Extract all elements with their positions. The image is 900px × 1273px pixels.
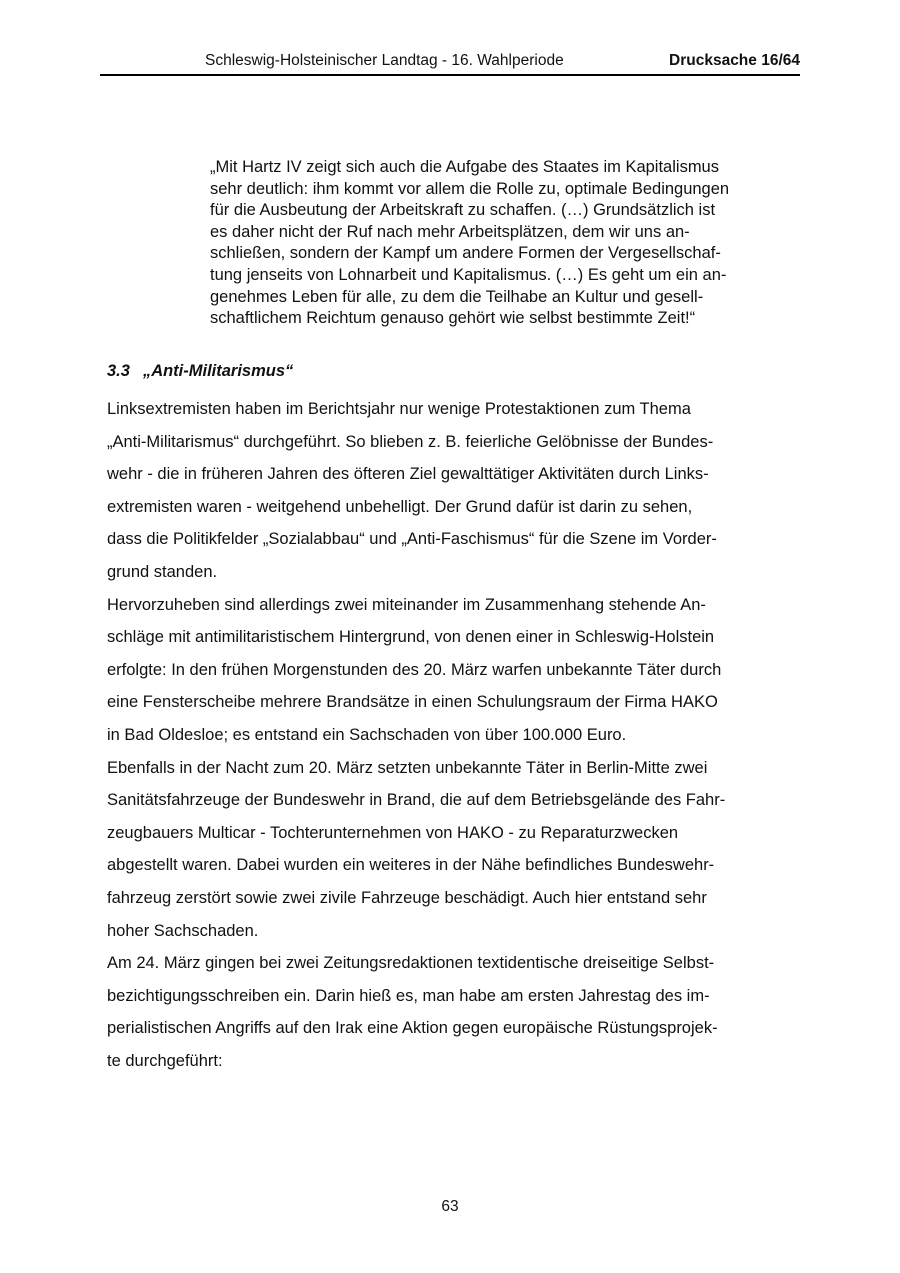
body-line: Linksextremisten haben im Berichtsjahr nur wenige Protestaktionen zum Thema (107, 400, 691, 418)
body-line: Hervorzuheben sind allerdings zwei miteinander im Zusammenhang stehende An- (107, 595, 706, 614)
body-line: in Bad Oldesloe; es entstand ein Sachschaden von über 100.000 Euro. (107, 725, 627, 744)
section-heading (107, 362, 293, 381)
body-line: schläge mit antimilitaristischem Hintergrund, von denen einer in Schleswig-Holstein (107, 628, 715, 647)
quote-line: schließen, sondern der Kampf um andere Formen der Vergesellschaf- (210, 244, 721, 263)
body-line: zeugbauers Multicar - Tochterunternehmen von HAKO - zu Reparaturzwecken (107, 823, 679, 842)
body-line: hoher Sachschaden. (107, 921, 259, 940)
body-line: Ebenfalls in der Nacht zum 20. März setzten unbekannte Täter in Berlin-Mitte zwei (107, 758, 708, 777)
body-line: perialistischen Angriffs auf den Irak eine Aktion gegen europäische Rüstungsprojek- (107, 1019, 718, 1038)
quote-line: es daher nicht der Ruf nach mehr Arbeitsplätzen, dem wir uns an- (210, 222, 690, 241)
quote-line: tung jenseits von Lohnarbeit und Kapitalismus. (…) Es geht um ein an- (210, 265, 727, 284)
body-line: bezichtigungsschreiben ein. Darin hieß es, man habe am ersten Jahrestag des im- (107, 986, 710, 1005)
body-line: wehr - die in früheren Jahren des öfteren Ziel gewalttätiger Aktivitäten durch Links- (107, 465, 709, 484)
quotation-block (210, 157, 805, 330)
quote-line: für die Ausbeutung der Arbeitskraft zu schaffen. (…) Grundsätzlich ist (210, 201, 716, 220)
body-line: „Anti-Militarismus“ durchgeführt. So blieben z. B. feierliche Gelöbnisse der Bundes- (107, 432, 714, 451)
body-text (107, 393, 807, 1077)
body-line: fahrzeug zerstört sowie zwei zivile Fahrzeuge beschädigt. Auch hier entstand sehr (107, 888, 707, 907)
quote-line: sehr deutlich: ihm kommt vor allem die Rolle zu, optimale Bedingungen (210, 179, 730, 198)
quote-line: schaftlichem Reichtum genauso gehört wie selbst bestimmte Zeit!“ (210, 309, 696, 328)
body-line: te durchgeführt: (107, 1051, 223, 1070)
body-line: grund standen. (107, 562, 218, 581)
body-line: Sanitätsfahrzeuge der Bundeswehr in Brand, die auf dem Betriebsgelände des Fahr- (107, 791, 726, 810)
section-number: 3.3 (107, 362, 130, 380)
header-divider-rule (100, 74, 800, 76)
page-number: 63 (441, 1198, 459, 1215)
page-footer (0, 1198, 900, 1216)
body-line: extremisten waren - weitgehend unbehelligt. Der Grund dafür ist darin zu sehen, (107, 497, 693, 516)
body-line: abgestellt waren. Dabei wurden ein weiteres in der Nähe befindliches Bundeswehr- (107, 856, 715, 875)
body-line: dass die Politikfelder „Sozialabbau“ und „Anti-Faschismus“ für die Szene im Vorder- (107, 530, 717, 549)
body-line: erfolgte: In den frühen Morgenstunden des 20. März warfen unbekannte Täter durch (107, 660, 722, 679)
body-line: Am 24. März gingen bei zwei Zeitungsredaktionen textidentische dreiseitige Selbst- (107, 954, 715, 973)
header-parliament-title: Schleswig-Holsteinischer Landtag - 16. Wahlperiode (205, 52, 564, 69)
quote-line: „Mit Hartz IV zeigt sich auch die Aufgabe des Staates im Kapitalismus (210, 158, 719, 176)
body-line: eine Fensterscheibe mehrere Brandsätze in einen Schulungsraum der Firma HAKO (107, 693, 718, 712)
section-title: „Anti-Militarismus“ (142, 362, 294, 380)
header-drucksache-number: Drucksache 16/64 (669, 52, 800, 69)
quote-line: genehmes Leben für alle, zu dem die Teilhabe an Kultur und gesell- (210, 287, 704, 306)
